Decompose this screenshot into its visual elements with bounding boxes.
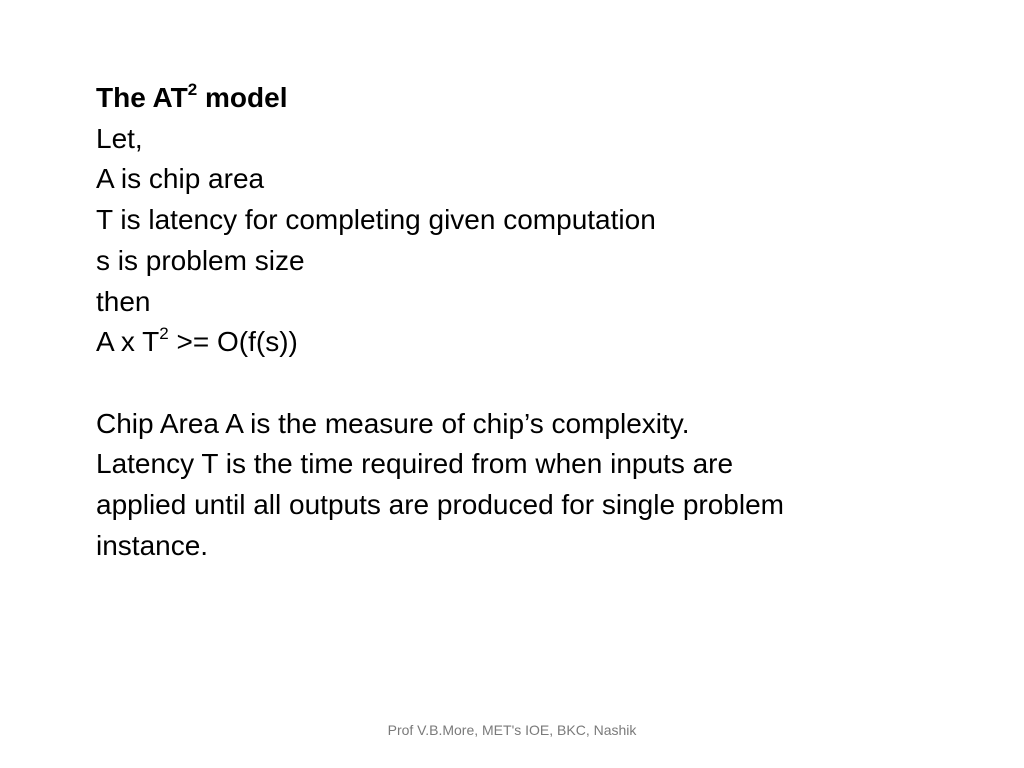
slide-title xyxy=(96,78,956,119)
definition-problem-size: s is problem size xyxy=(96,244,305,276)
intro-text: Let, xyxy=(96,122,143,154)
formula-superscript: 2 xyxy=(159,323,169,343)
paragraph-line-4: instance. xyxy=(96,529,209,561)
definition-area: A is chip area xyxy=(96,163,265,195)
formula xyxy=(96,322,956,363)
formula-prefix: A x T xyxy=(96,326,160,358)
then-text: then xyxy=(96,285,151,317)
spacer xyxy=(96,363,956,404)
title-prefix: The AT xyxy=(96,82,188,113)
paragraph-line-1: Chip Area A is the measure of chip’s complexity. xyxy=(96,407,690,439)
formula-suffix: >= O(f(s)) xyxy=(168,326,298,358)
definition-latency: T is latency for completing given computation xyxy=(96,204,656,236)
slide-footer: Prof V.B.More, MET's IOE, BKC, Nashik xyxy=(387,722,637,738)
paragraph-line-2: Latency T is the time required from when inputs are xyxy=(96,448,734,480)
slide-content xyxy=(96,78,956,566)
title-superscript: 2 xyxy=(187,79,198,99)
paragraph-line-3: applied until all outputs are produced for single problem xyxy=(96,489,784,521)
title-suffix: model xyxy=(197,82,288,113)
